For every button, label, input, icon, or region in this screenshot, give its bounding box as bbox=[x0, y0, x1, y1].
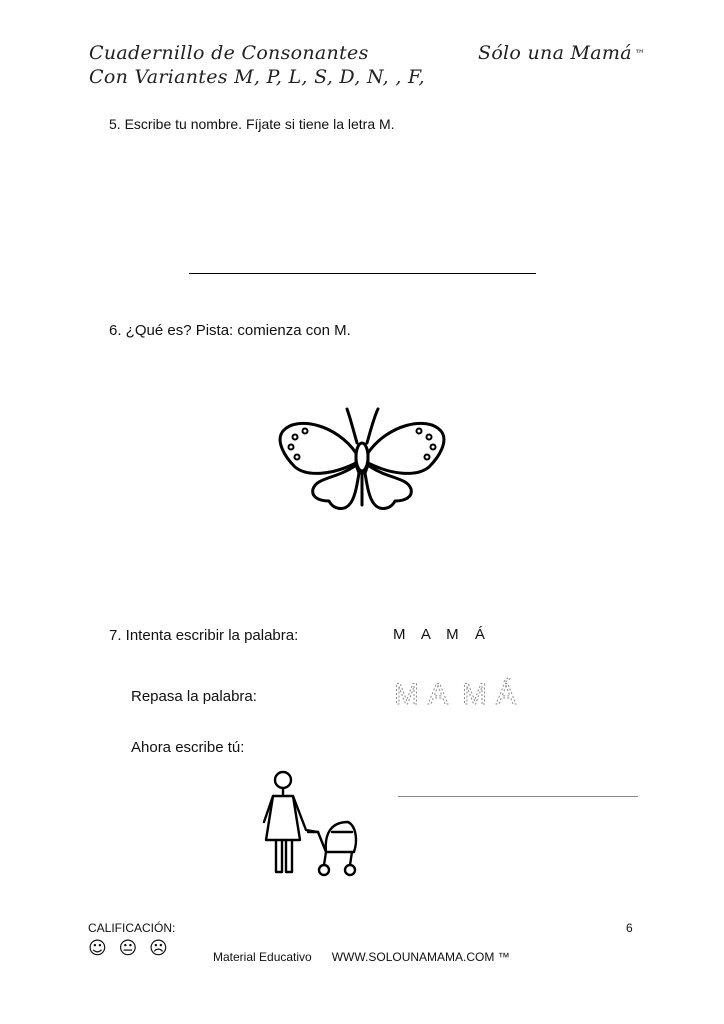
butterfly-icon bbox=[277, 405, 447, 525]
page-number: 6 bbox=[626, 921, 633, 935]
question-7: 7. Intenta escribir la palabra: bbox=[109, 627, 299, 644]
trademark-symbol: ™ bbox=[634, 48, 646, 60]
write-answer-line[interactable] bbox=[398, 796, 638, 797]
trace-letter: M bbox=[394, 678, 419, 711]
trace-letter: M bbox=[462, 678, 487, 711]
model-word: M A M Á bbox=[393, 626, 491, 643]
mother-with-stroller-icon bbox=[260, 770, 360, 880]
rating-faces[interactable]: ☺ 😐 ☹ bbox=[88, 938, 171, 959]
question-5: 5. Escribe tu nombre. Fíjate si tiene la letra M. bbox=[109, 116, 395, 132]
footer-website[interactable]: WWW.SOLOUNAMAMA.COM ™ bbox=[331, 950, 510, 964]
name-answer-line[interactable] bbox=[189, 273, 536, 274]
trace-letter: Á bbox=[496, 678, 517, 711]
trace-word[interactable] bbox=[390, 674, 530, 711]
footer-material: Material Educativo bbox=[213, 950, 312, 964]
footer-text bbox=[213, 950, 510, 964]
header-title-line1: Cuadernillo de Consonantes bbox=[89, 42, 369, 64]
question-6: 6. ¿Qué es? Pista: comienza con M. bbox=[109, 322, 351, 339]
trace-letter: A bbox=[428, 678, 449, 711]
brand-name: Sólo una Mamá bbox=[478, 42, 632, 64]
header-title-line2: Con Variantes M, P, L, S, D, N, , F, bbox=[89, 66, 425, 88]
header-brand bbox=[478, 42, 645, 64]
grade-label: CALIFICACIÓN: bbox=[88, 921, 176, 935]
write-label: Ahora escribe tú: bbox=[131, 739, 245, 756]
trace-label: Repasa la palabra: bbox=[131, 688, 257, 705]
